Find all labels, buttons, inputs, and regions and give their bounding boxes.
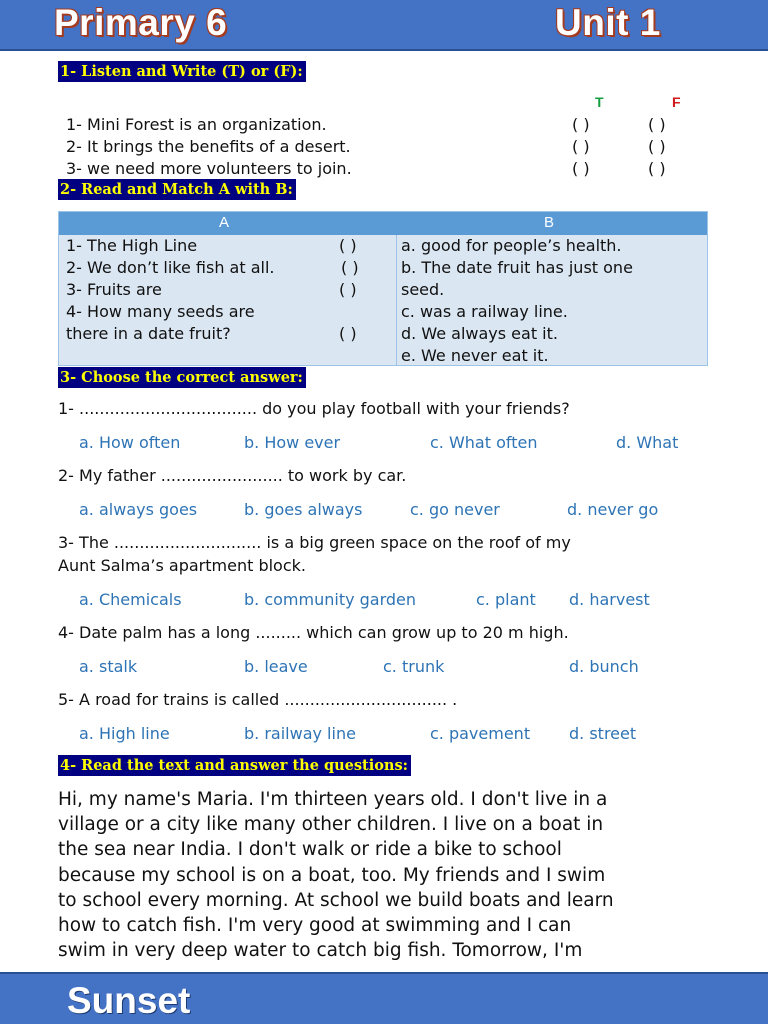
section-1-heading: 1- Listen and Write (T) or (F): — [58, 61, 306, 82]
true-column-label: T — [595, 94, 604, 110]
q3-option-d[interactable]: d. harvest — [569, 590, 650, 609]
passage-line-3: the sea near India. I don't walk or ride a bike to school — [58, 839, 562, 861]
column-a-label: A — [219, 214, 230, 231]
b-item-b-continued: seed. — [401, 280, 445, 299]
tf-statement-2: 2- It brings the benefits of a desert. — [66, 137, 351, 156]
true-answer-blank-2[interactable]: ( ) — [572, 137, 590, 156]
footer-title: Sunset — [67, 980, 191, 1021]
b-item-d: d. We always eat it. — [401, 324, 558, 343]
section-4-heading: 4- Read the text and answer the questions: — [58, 755, 411, 776]
match-blank-1[interactable]: ( ) — [339, 236, 357, 255]
reading-passage — [58, 787, 718, 963]
tf-statement-1: 1- Mini Forest is an organization. — [66, 115, 327, 134]
b-item-c: c. was a railway line. — [401, 302, 568, 321]
section-2-heading: 2- Read and Match A with B: — [58, 179, 296, 200]
q2-option-d[interactable]: d. never go — [567, 500, 659, 519]
b-item-a: a. good for people’s health. — [401, 236, 622, 255]
a-item-3: 3- Fruits are — [66, 280, 162, 299]
match-table-header — [59, 212, 707, 235]
question-5: 5- A road for trains is called ................................ . — [58, 690, 458, 709]
tf-statement-3: 3- we need more volunteers to join. — [66, 159, 352, 178]
question-4: 4- Date palm has a long ......... which can grow up to 20 m high. — [58, 623, 569, 642]
match-table — [58, 211, 708, 366]
q1-option-c[interactable]: c. What often — [430, 433, 538, 452]
match-blank-3[interactable]: ( ) — [339, 280, 357, 299]
question-3: 3- The ............................. is a big green space on the roof of my — [58, 533, 571, 552]
passage-line-7: swim in very deep water to catch big fish. Tomorrow, I'm — [58, 940, 583, 962]
passage-line-2: village or a city like many other children. I live on a boat in — [58, 814, 604, 836]
false-column-label: F — [672, 94, 681, 110]
a-item-1: 1- The High Line — [66, 236, 198, 255]
q1-option-b[interactable]: b. How ever — [244, 433, 341, 452]
a-item-2: 2- We don’t like fish at all. — [66, 258, 275, 277]
grade-title: Primary 6 — [54, 2, 228, 43]
q2-option-c[interactable]: c. go never — [410, 500, 500, 519]
passage-line-5: to school every morning. At school we build boats and learn — [58, 889, 614, 911]
true-answer-blank-1[interactable]: ( ) — [572, 115, 590, 134]
q4-option-a[interactable]: a. stalk — [79, 657, 138, 676]
q1-option-d[interactable]: d. What — [616, 433, 679, 452]
column-b-label: B — [544, 214, 555, 231]
match-blank-4[interactable]: ( ) — [339, 324, 357, 343]
passage-line-4: because my school is on a boat, too. My friends and I swim — [58, 864, 606, 886]
q5-option-c[interactable]: c. pavement — [430, 724, 531, 743]
q5-option-a[interactable]: a. High line — [79, 724, 170, 743]
question-3-continued: Aunt Salma’s apartment block. — [58, 556, 306, 575]
false-answer-blank-3[interactable]: ( ) — [648, 159, 666, 178]
a-item-4: 4- How many seeds are — [66, 302, 255, 321]
q2-option-b[interactable]: b. goes always — [244, 500, 363, 519]
q3-option-c[interactable]: c. plant — [476, 590, 536, 609]
section-3-heading: 3- Choose the correct answer: — [58, 367, 306, 388]
header-divider — [0, 49, 768, 51]
q4-option-c[interactable]: c. trunk — [383, 657, 445, 676]
q5-option-d[interactable]: d. street — [569, 724, 637, 743]
q3-option-a[interactable]: a. Chemicals — [79, 590, 182, 609]
true-answer-blank-3[interactable]: ( ) — [572, 159, 590, 178]
false-answer-blank-2[interactable]: ( ) — [648, 137, 666, 156]
q3-option-b[interactable]: b. community garden — [244, 590, 417, 609]
q5-option-b[interactable]: b. railway line — [244, 724, 356, 743]
question-1: 1- ................................... do you play football with your friends? — [58, 399, 570, 418]
match-blank-2[interactable]: ( ) — [341, 258, 359, 277]
unit-title: Unit 1 — [555, 2, 661, 43]
q4-option-d[interactable]: d. bunch — [569, 657, 639, 676]
false-answer-blank-1[interactable]: ( ) — [648, 115, 666, 134]
column-divider — [396, 235, 397, 365]
a-item-4-continued: there in a date fruit? — [66, 324, 231, 343]
passage-line-6: how to catch fish. I'm very good at swimming and I can — [58, 915, 572, 937]
b-item-e: e. We never eat it. — [401, 346, 549, 365]
b-item-b: b. The date fruit has just one — [401, 258, 633, 277]
q4-option-b[interactable]: b. leave — [244, 657, 308, 676]
q1-option-a[interactable]: a. How often — [79, 433, 181, 452]
q2-option-a[interactable]: a. always goes — [79, 500, 198, 519]
question-2: 2- My father ........................ to work by car. — [58, 466, 407, 485]
passage-line-1: Hi, my name's Maria. I'm thirteen years old. I don't live in a — [58, 789, 608, 810]
